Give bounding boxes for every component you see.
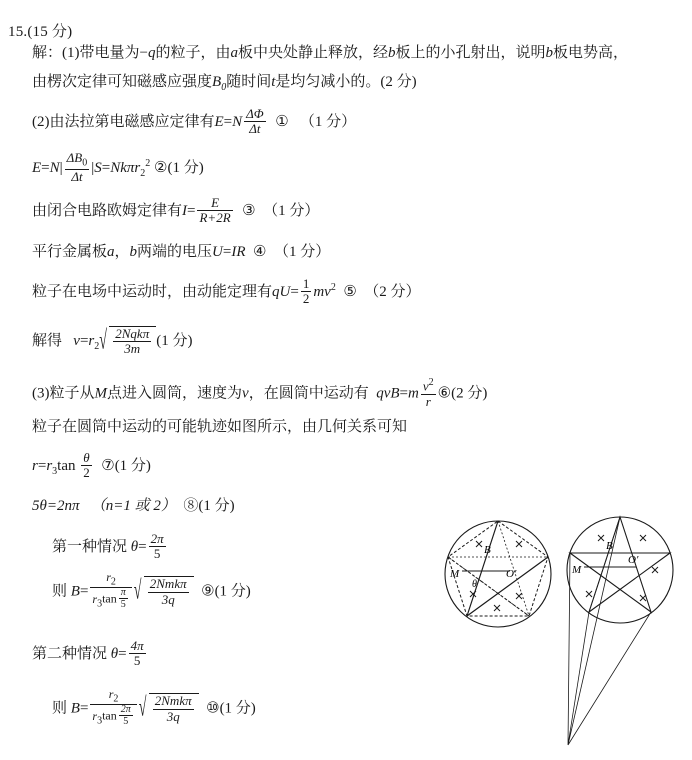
solution-line-7 bbox=[32, 278, 421, 308]
right-label-O: O′ bbox=[628, 554, 639, 566]
line5-eq: = bbox=[187, 203, 196, 220]
line11-eqnum: ⑦ bbox=[101, 458, 115, 475]
line3-N: N bbox=[232, 114, 243, 131]
case2-frac-num: 4π bbox=[130, 638, 144, 653]
line2-end: 是均匀减小的。(2 分) bbox=[275, 74, 417, 90]
case1-sqrt-num: √ 2Nmkπ bbox=[149, 576, 187, 592]
case1-eqnum: ⑨ bbox=[201, 583, 215, 600]
line7-eq: = bbox=[290, 284, 299, 301]
line7-eqnum: ⑤ bbox=[343, 284, 357, 301]
solution-line-5 bbox=[32, 197, 319, 227]
case1-B: B bbox=[70, 583, 80, 600]
line8-v: v bbox=[73, 333, 80, 350]
line3-frac-num: ΔΦ bbox=[246, 106, 264, 121]
left-chord-1 bbox=[467, 521, 498, 616]
line3-E: E bbox=[214, 114, 224, 131]
line1-f: 板上的小孔射出，说明 bbox=[395, 45, 546, 61]
case2-frac-den: 5 bbox=[133, 653, 141, 669]
line1-plate-a: a bbox=[230, 45, 238, 61]
case2-then: 则 bbox=[52, 700, 68, 717]
line3-points: （1 分） bbox=[299, 114, 357, 131]
left-label-O: O′ bbox=[506, 568, 517, 580]
case2-main-num: $r_2$ bbox=[90, 688, 136, 705]
line1-d: 板中央处静止释放，经 bbox=[237, 45, 388, 61]
solution-line-6 bbox=[32, 243, 330, 261]
line5-pre: 由闭合电路欧姆定律有 bbox=[32, 203, 183, 220]
line8-fraction bbox=[113, 327, 151, 357]
line4-points: (1 分) bbox=[167, 159, 204, 176]
line11-tan: tan bbox=[57, 458, 76, 475]
line3-fraction bbox=[244, 107, 266, 137]
left-label-B: B bbox=[484, 544, 491, 556]
case2-fraction bbox=[129, 639, 146, 669]
case1-Beq: = bbox=[79, 583, 89, 600]
line4-bar1: | bbox=[59, 159, 63, 176]
case2-line bbox=[32, 640, 148, 670]
line4-S: S bbox=[94, 159, 102, 176]
line9-frac-den: r bbox=[425, 393, 431, 409]
line4-fraction bbox=[65, 151, 90, 184]
case2-sqrt-den: 3q bbox=[166, 708, 180, 724]
case2-sqrt-fraction bbox=[153, 694, 194, 724]
question-points: (15 分) bbox=[27, 24, 73, 40]
line9-points: (2 分) bbox=[451, 385, 488, 402]
line3-eqnum: ① bbox=[275, 114, 289, 131]
line6-IR: IR bbox=[231, 244, 246, 260]
case2-main-den: $r_3\tan$ $\frac{2\pi}{5}$ bbox=[92, 704, 131, 728]
case1-main-fraction bbox=[90, 571, 131, 611]
line9-eqnum: ⑥ bbox=[437, 385, 452, 402]
case1-frac-den: 5 bbox=[153, 546, 161, 562]
line6-b: b bbox=[129, 244, 138, 260]
line1-plate-b2: b bbox=[545, 45, 554, 61]
line1-h: 板电势高， bbox=[553, 45, 629, 61]
case2-points: (1 分) bbox=[219, 700, 256, 717]
right-label-B: B bbox=[606, 540, 613, 552]
line7-points: （2 分） bbox=[364, 284, 421, 301]
line8-r: $r_2$ bbox=[88, 333, 100, 353]
line4-rhs: Nkπr$_2^2$ bbox=[110, 157, 151, 179]
case2-result bbox=[52, 689, 256, 729]
line4-E: E bbox=[32, 159, 42, 176]
left-label-theta: θ bbox=[472, 579, 477, 590]
solution-line-2 bbox=[32, 73, 417, 94]
case2-theta: θ bbox=[110, 646, 119, 663]
line11-points: (1 分) bbox=[114, 458, 151, 475]
line9-pre: (3)粒子从 bbox=[32, 385, 95, 402]
line6-comma: ， bbox=[114, 244, 130, 260]
case2-B: B bbox=[70, 700, 80, 717]
case1-sqrt-den: 3q bbox=[161, 591, 175, 607]
line9-eq: = bbox=[399, 385, 408, 402]
case1-main-den: $r_3\tan$ $\frac{\pi}{5}$ bbox=[92, 587, 126, 611]
solution-line-10 bbox=[32, 418, 407, 436]
case2-label: 第二种情况 bbox=[32, 646, 108, 663]
trajectory-figure-svg bbox=[440, 505, 690, 755]
line7-rhs: $mv^2$ bbox=[313, 282, 336, 301]
right-star bbox=[570, 517, 670, 612]
line6-mid: 两端的电压 bbox=[137, 244, 213, 260]
case2-sqrt bbox=[139, 693, 199, 725]
line11-frac-num: θ bbox=[81, 451, 92, 466]
case2-sqrt-num: √ 2Nmkπ bbox=[154, 693, 192, 709]
left-label-M: M bbox=[450, 568, 460, 580]
case1-then: 则 bbox=[52, 583, 68, 600]
solution-line-4 bbox=[32, 152, 204, 185]
line2-B-sub: 0 bbox=[221, 82, 227, 93]
case1-sqrt bbox=[134, 576, 194, 608]
line5-frac-den: R+2R bbox=[199, 210, 231, 226]
line9-frac-num: $v^2$ bbox=[422, 377, 434, 394]
case1-points: (1 分) bbox=[214, 583, 251, 600]
line6-pre: 平行金属板 bbox=[32, 244, 108, 260]
line11-fraction bbox=[81, 451, 92, 481]
case2-eq: = bbox=[118, 646, 127, 663]
trajectory-figure bbox=[440, 505, 690, 755]
line7-frac-den: 2 bbox=[302, 291, 310, 307]
line8-pre: 解得 bbox=[32, 333, 63, 350]
line6-U: U bbox=[212, 244, 223, 260]
line8-points: (1 分) bbox=[156, 333, 193, 350]
line7-qU: qU bbox=[272, 284, 291, 301]
line6-points: （1 分） bbox=[273, 244, 331, 260]
line7-pre: 粒子在电场中运动时，由动能定理有 bbox=[32, 284, 273, 301]
line11-eq: = bbox=[37, 458, 47, 475]
line4-frac-num: $\Delta B_0$ bbox=[66, 150, 88, 169]
line1-b: 的粒子，由 bbox=[155, 45, 231, 61]
line9-fraction bbox=[421, 377, 436, 409]
line1-plate-b: b bbox=[388, 45, 396, 61]
case1-line bbox=[52, 533, 168, 563]
line2-t: t bbox=[271, 74, 276, 90]
case1-theta: θ bbox=[130, 539, 139, 556]
line11-r3: $r_3$ bbox=[46, 458, 58, 478]
line9-mid: 点进入圆筒，速度为 bbox=[107, 385, 243, 402]
line11-frac-den: 2 bbox=[83, 465, 90, 481]
line1-label: 解：(1)带电量为 bbox=[32, 45, 140, 61]
line9-qvB: qvB bbox=[376, 385, 400, 402]
line8-frac-den: 3m bbox=[124, 341, 141, 357]
question-number bbox=[8, 20, 72, 41]
line10-text: 粒子在圆筒中运动的可能轨迹如图所示，由几何关系可知 bbox=[32, 419, 408, 435]
line11-r: r bbox=[32, 458, 38, 475]
case1-radicand bbox=[144, 576, 194, 608]
line6-eqnum: ④ bbox=[253, 244, 267, 260]
line2-B: B bbox=[212, 74, 222, 90]
line4-eqnum: ② bbox=[154, 159, 168, 176]
line12-condition: （n=1 或 2） bbox=[90, 498, 176, 514]
case2-Beq: = bbox=[79, 700, 89, 717]
left-chord-2 bbox=[467, 557, 548, 616]
line8-radicand bbox=[109, 326, 156, 358]
line7-fraction bbox=[301, 277, 312, 307]
line4-frac-den: Δt bbox=[71, 168, 83, 184]
line2-mid: 随时间 bbox=[226, 74, 272, 90]
line12-points: (1 分) bbox=[198, 498, 235, 514]
line9-v: v bbox=[242, 385, 249, 402]
case1-result bbox=[52, 572, 251, 612]
line6-eq: = bbox=[222, 244, 232, 260]
line3-eq: = bbox=[223, 114, 233, 131]
solution-line-12 bbox=[32, 497, 235, 515]
line8-eq: = bbox=[79, 333, 89, 350]
case2-eqnum: ⑩ bbox=[206, 700, 220, 717]
case1-main-num: $r_2$ bbox=[90, 571, 131, 588]
solution-line-11 bbox=[32, 452, 151, 482]
solution-line-8 bbox=[32, 326, 192, 358]
case1-sqrt-fraction bbox=[148, 577, 189, 607]
line9-mid2: ，在圆筒中运动有 bbox=[248, 385, 369, 402]
line1-charge: q bbox=[147, 45, 156, 61]
line8-frac-num: √ 2Nqkπ bbox=[115, 326, 150, 341]
line3-frac-den: Δt bbox=[249, 121, 261, 137]
line9-m: m bbox=[408, 385, 419, 402]
case1-eq: = bbox=[138, 539, 147, 556]
case1-frac-num: 2π bbox=[150, 531, 164, 546]
right-label-M: M bbox=[572, 564, 582, 576]
line4-eq2: = bbox=[101, 159, 111, 176]
line7-frac-num: 1 bbox=[302, 276, 310, 291]
line5-frac-num: E bbox=[197, 196, 232, 211]
case1-fraction bbox=[149, 532, 166, 562]
line5-points: （1 分） bbox=[263, 203, 320, 220]
solution-line-1: 解：(1)带电量为−q的粒子，由a板中央处静止释放，经b板上的小孔射出，说明b板电势高， bbox=[32, 45, 629, 61]
line5-fraction bbox=[197, 196, 232, 226]
line3-pre: (2)由法拉第电磁感应定律有 bbox=[32, 114, 215, 131]
line4-bar2: | bbox=[91, 159, 95, 176]
line8-sqrt bbox=[99, 326, 156, 358]
line12-eqnum: ⑧ bbox=[183, 498, 199, 514]
line2-text: 由楞次定律可知磁感应强度 bbox=[32, 74, 213, 90]
question-number-text: 15. bbox=[8, 24, 28, 40]
line4-eq: = bbox=[41, 159, 50, 176]
line6-a: a bbox=[107, 244, 115, 260]
solution-line-9 bbox=[32, 378, 487, 410]
solution-line-3 bbox=[32, 108, 356, 138]
line5-I: I bbox=[182, 203, 188, 220]
case1-label: 第一种情况 bbox=[52, 539, 128, 556]
line9-M: M bbox=[94, 385, 107, 402]
line12-lhs: 5θ=2nπ bbox=[32, 498, 80, 514]
case2-radicand bbox=[149, 693, 199, 725]
line4-N: N bbox=[49, 159, 60, 176]
left-cylinder-circle bbox=[445, 521, 551, 627]
case2-main-fraction bbox=[90, 688, 136, 728]
line5-eqnum: ③ bbox=[242, 203, 256, 220]
right-cylinder-circle bbox=[567, 517, 673, 623]
